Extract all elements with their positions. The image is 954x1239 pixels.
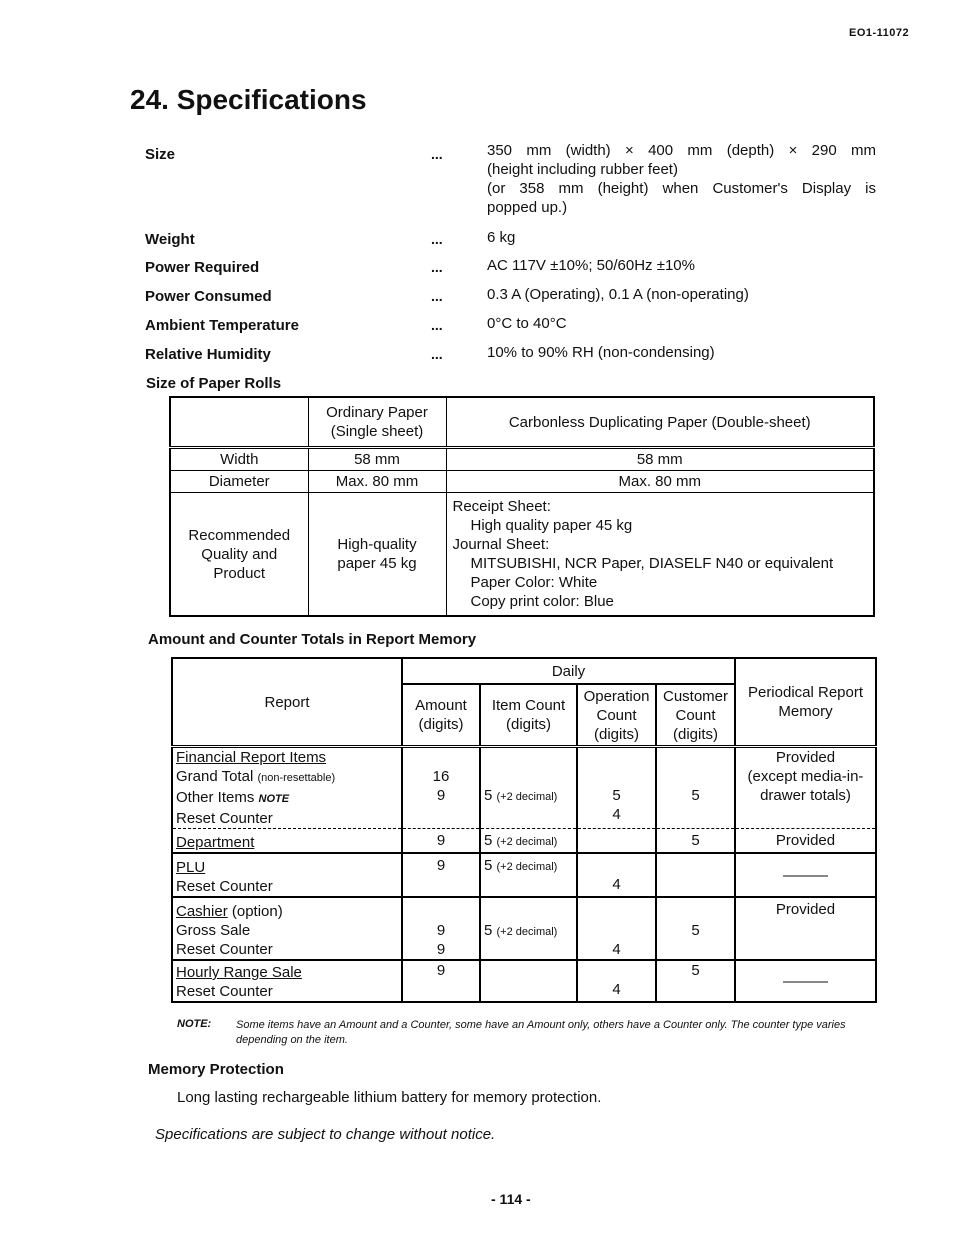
financial-periodical-1: Provided xyxy=(775,749,836,766)
hourly-cust: 5 xyxy=(656,960,735,1002)
periodical-line-1: Periodical Report xyxy=(747,684,864,701)
item-count-line-2: (digits) xyxy=(505,716,551,733)
cashier-cust xyxy=(656,897,735,960)
header-daily: Daily xyxy=(402,658,735,684)
cashier-item-line xyxy=(484,921,573,942)
customer-count-line-1: Customer xyxy=(662,687,729,705)
cashier-gross-label: Gross Sale xyxy=(176,922,251,939)
cashier-op xyxy=(577,897,656,960)
grand-total-text: Grand Total xyxy=(176,768,254,785)
table-row-department xyxy=(172,829,876,854)
spec-dots-power-consumed: ... xyxy=(431,288,443,304)
plu-item xyxy=(480,853,577,897)
plu-op xyxy=(577,853,656,897)
hourly-periodical: ——— xyxy=(735,960,876,1002)
plu-cell xyxy=(172,853,402,897)
paper-header-blank xyxy=(170,397,308,448)
hourly-op-reset: 4 xyxy=(612,981,621,998)
financial-item-cell xyxy=(480,747,577,829)
note-label: NOTE: xyxy=(177,1018,212,1030)
grand-total-label xyxy=(176,767,398,788)
financial-op-reset: 4 xyxy=(612,806,621,823)
hourly-reset-label: Reset Counter xyxy=(176,983,273,1000)
recommended-carbonless xyxy=(446,493,874,617)
department-item-value: 5 xyxy=(484,832,493,849)
diameter-ordinary: Max. 80 mm xyxy=(308,471,446,493)
size-line-2: (height including rubber feet) xyxy=(487,161,678,178)
operation-count-line-2: Count xyxy=(596,706,637,724)
recommended-line-1: Recommended xyxy=(188,526,291,544)
document-code: EO1-11072 xyxy=(849,27,910,39)
spec-label-power-consumed: Power Consumed xyxy=(145,288,272,305)
journal-sheet-line-3: Copy print color: Blue xyxy=(470,593,614,610)
spec-dots-ambient-temperature: ... xyxy=(431,317,443,333)
hourly-item xyxy=(480,960,577,1002)
department-cust: 5 xyxy=(656,829,735,854)
cashier-item-decimal: (+2 decimal) xyxy=(496,926,558,938)
recommended-ordinary xyxy=(308,493,446,617)
journal-sheet-line-2: Paper Color: White xyxy=(470,574,598,591)
journal-sheet-heading: Journal Sheet: xyxy=(452,536,550,553)
financial-item-decimal: (+2 decimal) xyxy=(496,791,558,803)
ordinary-header-line-1: Ordinary Paper xyxy=(326,404,428,421)
table-row-hourly xyxy=(172,960,876,1002)
item-count-line-1: Item Count xyxy=(491,697,566,714)
cashier-title: Cashier xyxy=(176,903,228,920)
hourly-op xyxy=(577,960,656,1002)
other-items-note: NOTE xyxy=(258,793,290,805)
plu-item-value: 5 xyxy=(484,857,493,874)
table-row-financial xyxy=(172,747,876,829)
spec-value-ambient-temperature: 0°C to 40°C xyxy=(487,315,567,332)
recommended-line-2: Quality and xyxy=(201,545,278,563)
customer-count-line-2: Count xyxy=(675,706,716,724)
recommended-line-3: Product xyxy=(213,564,266,582)
memory-table xyxy=(171,657,877,1003)
financial-periodical-3: drawer totals) xyxy=(760,787,851,804)
financial-title: Financial Report Items xyxy=(176,749,327,766)
disclaimer: Specifications are subject to change without notice. xyxy=(155,1126,496,1143)
memory-protection-text: Long lasting rechargeable lithium battery for memory protection. xyxy=(177,1089,602,1106)
spec-dots-size: ... xyxy=(431,146,443,162)
department-title: Department xyxy=(176,834,255,851)
plu-op-reset: 4 xyxy=(612,876,621,893)
financial-cust-cell xyxy=(656,747,735,829)
financial-periodical-2: (except media-in- xyxy=(747,768,864,785)
cashier-item-value: 5 xyxy=(484,922,493,939)
receipt-sheet-value: High quality paper 45 kg xyxy=(470,517,633,534)
spec-value-power-required: AC 117V ±10%; 50/60Hz ±10% xyxy=(487,257,695,274)
spec-label-power-required: Power Required xyxy=(145,259,260,276)
width-carbonless: 58 mm xyxy=(446,448,874,471)
department-periodical: Provided xyxy=(735,829,876,854)
plu-title: PLU xyxy=(176,859,206,876)
hourly-title: Hourly Range Sale xyxy=(176,964,302,981)
department-op xyxy=(577,829,656,854)
financial-cust-other: 5 xyxy=(691,787,700,804)
paper-header-carbonless: Carbonless Duplicating Paper (Double-sheet) xyxy=(446,397,874,448)
cashier-title-line xyxy=(176,902,398,921)
operation-count-line-3: (digits) xyxy=(593,725,639,743)
department-item xyxy=(480,829,577,854)
financial-amount-other: 9 xyxy=(436,787,446,804)
plu-item-decimal: (+2 decimal) xyxy=(496,861,558,873)
header-report: Report xyxy=(172,658,402,747)
cashier-item xyxy=(480,897,577,960)
financial-item-value: 5 xyxy=(484,787,493,804)
spec-label-weight: Weight xyxy=(145,231,195,248)
page-number: - 114 - xyxy=(491,1191,531,1207)
spec-dots-relative-humidity: ... xyxy=(431,346,443,362)
header-item-count xyxy=(480,684,577,747)
recommended-label xyxy=(170,493,308,617)
spec-label-ambient-temperature: Ambient Temperature xyxy=(145,317,299,334)
plu-reset-label: Reset Counter xyxy=(176,878,273,895)
diameter-carbonless: Max. 80 mm xyxy=(446,471,874,493)
cashier-amount-reset: 9 xyxy=(436,941,446,958)
header-customer-count xyxy=(656,684,735,747)
grand-total-note: (non-resettable) xyxy=(257,772,336,784)
department-amount: 9 xyxy=(402,829,480,854)
spec-label-size: Size xyxy=(145,146,176,163)
financial-reset-label: Reset Counter xyxy=(176,810,273,827)
rec-ordinary-line-1: High-quality xyxy=(337,536,417,553)
width-ordinary: 58 mm xyxy=(308,448,446,471)
other-items-label xyxy=(176,788,398,809)
header-periodical xyxy=(735,658,876,747)
cashier-periodical: Provided xyxy=(735,897,876,960)
cashier-option: (option) xyxy=(231,903,283,920)
department-item-decimal: (+2 decimal) xyxy=(496,836,558,848)
plu-cust xyxy=(656,853,735,897)
cashier-cell xyxy=(172,897,402,960)
journal-sheet-line-1: MITSUBISHI, NCR Paper, DIASELF N40 or equivalent xyxy=(470,555,834,572)
financial-periodical-cell xyxy=(735,747,876,829)
hourly-amount: 9 xyxy=(402,960,480,1002)
receipt-sheet-heading: Receipt Sheet: xyxy=(452,498,551,515)
paper-header-ordinary xyxy=(308,397,446,448)
rec-ordinary-line-2: paper 45 kg xyxy=(337,555,417,572)
plu-amount: 9 xyxy=(402,853,480,897)
operation-count-line-1: Operation xyxy=(583,687,650,705)
size-line-3: (or 358 mm (height) when Customer's Display is xyxy=(487,180,876,197)
periodical-line-2: Memory xyxy=(778,703,833,720)
paper-rolls-heading: Size of Paper Rolls xyxy=(146,375,282,392)
cashier-op-reset: 4 xyxy=(612,941,621,958)
other-items-text: Other Items xyxy=(176,789,255,806)
financial-amount-cell xyxy=(402,747,480,829)
spec-value-relative-humidity: 10% to 90% RH (non-condensing) xyxy=(487,344,715,361)
memory-heading: Amount and Counter Totals in Report Memory xyxy=(148,631,477,648)
amount-line-2: (digits) xyxy=(418,716,464,733)
department-cell xyxy=(172,829,402,854)
financial-amount-grand: 16 xyxy=(432,768,450,785)
hourly-cell xyxy=(172,960,402,1002)
table-row-plu xyxy=(172,853,876,897)
spec-label-relative-humidity: Relative Humidity xyxy=(145,346,271,363)
financial-report-cell xyxy=(172,747,402,829)
financial-item-other xyxy=(484,786,573,807)
spec-dots-weight: ... xyxy=(431,231,443,247)
cashier-amount-gross: 9 xyxy=(436,922,446,939)
cashier-reset-label: Reset Counter xyxy=(176,941,273,958)
paper-rolls-table xyxy=(169,396,875,617)
width-label: Width xyxy=(170,448,308,471)
customer-count-line-3: (digits) xyxy=(672,725,718,743)
diameter-label: Diameter xyxy=(170,471,308,493)
plu-periodical: ——— xyxy=(735,853,876,897)
cashier-amount xyxy=(402,897,480,960)
page-title: 24. Specifications xyxy=(130,84,367,115)
financial-op-cell xyxy=(577,747,656,829)
amount-line-1: Amount xyxy=(415,697,467,714)
cashier-cust-value: 5 xyxy=(691,922,700,939)
spec-value-size xyxy=(487,141,876,217)
ordinary-header-line-2: (Single sheet) xyxy=(330,423,424,440)
spec-value-weight: 6 kg xyxy=(487,229,516,246)
header-amount xyxy=(402,684,480,747)
table-row-cashier xyxy=(172,897,876,960)
header-operation-count xyxy=(577,684,656,747)
financial-op-other: 5 xyxy=(612,787,621,804)
size-line-4: popped up.) xyxy=(487,199,568,216)
spec-dots-power-required: ... xyxy=(431,259,443,275)
note-text: Some items have an Amount and a Counter, some have an Amount only, others have a Counter only. The counter type varies depending on the item. xyxy=(236,1019,846,1046)
spec-value-power-consumed: 0.3 A (Operating), 0.1 A (non-operating) xyxy=(487,286,749,303)
memory-protection-heading: Memory Protection xyxy=(148,1061,284,1078)
size-line-1: 350 mm (width) × 400 mm (depth) × 290 mm xyxy=(487,142,876,159)
